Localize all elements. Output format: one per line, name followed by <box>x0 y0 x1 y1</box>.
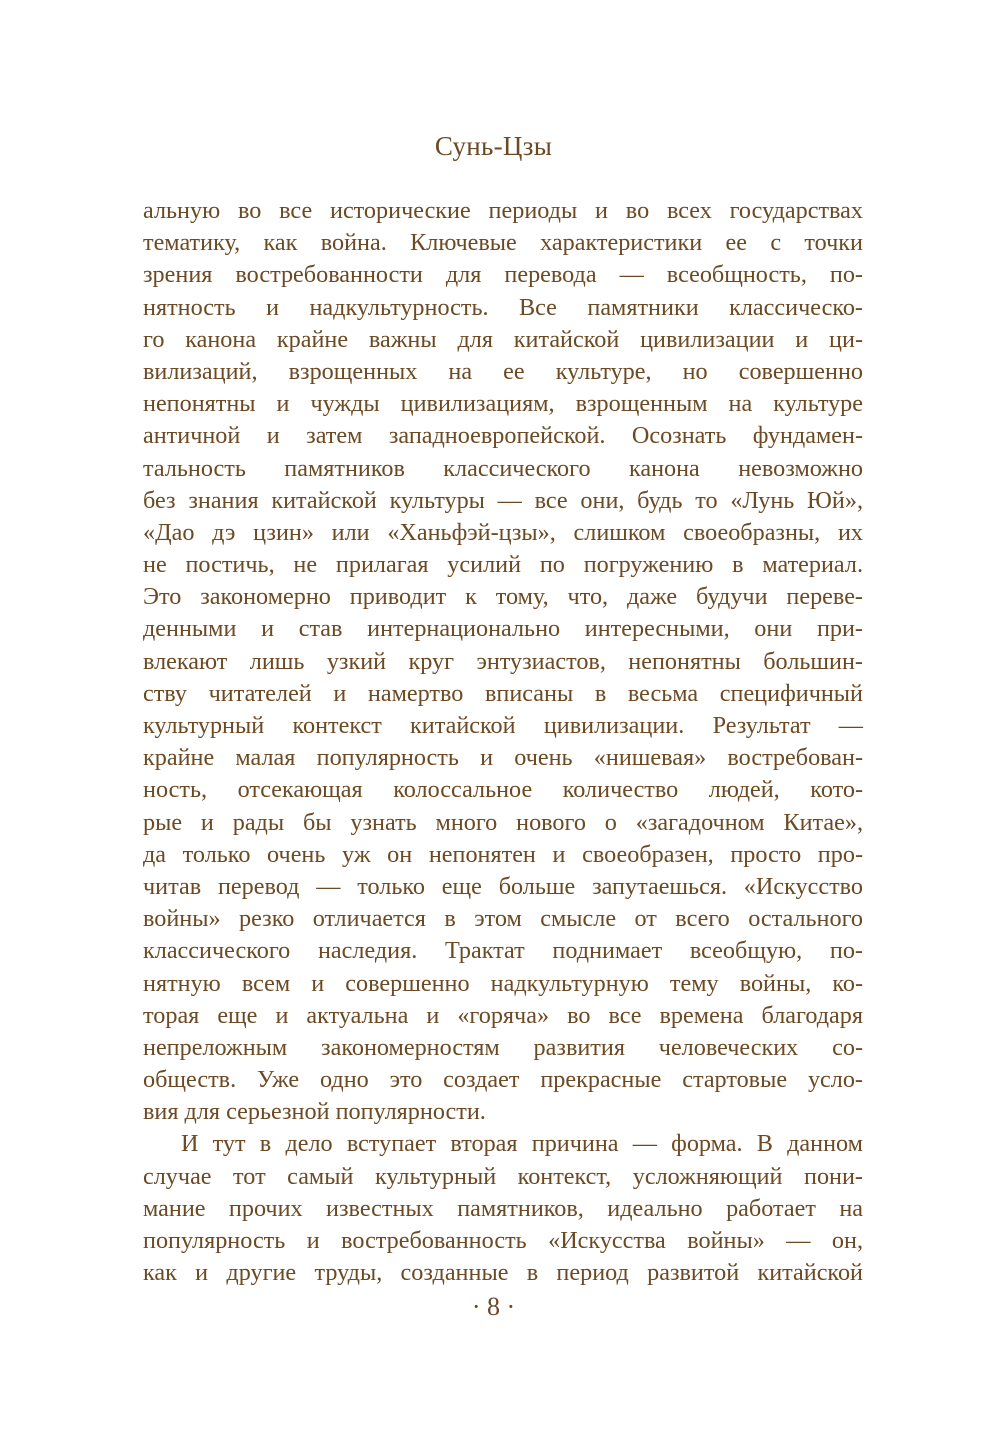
text-line: нятную всем и совершенно надкультурную тему войны, ко- <box>143 969 863 997</box>
text-line: без знания китайской культуры — все они, будь то «Лунь Юй», <box>143 486 863 514</box>
text-line: обществ. Уже одно это создает прекрасные стартовые усло- <box>143 1066 863 1094</box>
text-line: непреложным закономерностям развития человеческих со- <box>143 1033 863 1061</box>
text-line: вилизаций, взрощенных на ее культуре, но совершенно <box>143 357 863 385</box>
text-line: нятность и надкультурность. Все памятники классическо- <box>143 293 863 321</box>
text-line: И тут в дело вступает вторая причина — форма. В данном <box>181 1130 863 1158</box>
text-line: войны» резко отличается в этом смысле от всего остального <box>143 905 863 933</box>
text-line: зрения востребованности для перевода — всеобщность, по- <box>143 261 863 289</box>
text-line: ность, отсекающая колоссальное количество людей, кото- <box>143 776 863 804</box>
text-line: непонятны и чужды цивилизациям, взрощенным на культуре <box>143 390 863 418</box>
text-line: тальность памятников классического канона невозможно <box>143 454 863 482</box>
text-line: «Дао дэ цзин» или «Ханьфэй-цзы», слишком своеобразны, их <box>143 518 863 546</box>
text-line: античной и затем западноевропейской. Осознать фундамен- <box>143 422 863 450</box>
text-line: тематику, как война. Ключевые характеристики ее с точки <box>143 229 863 257</box>
body-text <box>143 195 863 1289</box>
text-line: Это закономерно приводит к тому, что, даже будучи переве- <box>143 583 863 611</box>
text-line: культурный контекст китайской цивилизации. Результат — <box>143 712 863 739</box>
text-line: торая еще и актуальна и «горяча» во все времена благодаря <box>143 1001 863 1029</box>
text-line: классического наследия. Трактат поднимает всеобщую, по- <box>143 937 863 965</box>
text-line: ству читателей и намертво вписаны в весьма специфичный <box>143 679 863 707</box>
running-head: Сунь-Цзы <box>434 131 553 161</box>
text-line: случае тот самый культурный контекст, усложняющий пони- <box>143 1162 863 1190</box>
page-number: · 8 · <box>471 1292 516 1321</box>
text-line: го канона крайне важны для китайской цивилизации и ци- <box>143 325 863 353</box>
text-line: крайне малая популярность и очень «нишевая» востребован- <box>143 744 863 772</box>
text-line: как и другие труды, созданные в период развитой китайской <box>143 1259 863 1287</box>
text-line: вия для серьезной популярности. <box>143 1098 486 1126</box>
text-line: не постичь, не прилагая усилий по погружению в материал. <box>143 551 863 579</box>
text-line: рые и рады бы узнать много нового о «загадочном Китае», <box>143 808 863 836</box>
text-line: денными и став интернационально интересными, они при- <box>143 615 863 643</box>
text-line: альную во все исторические периоды и во всех государствах <box>143 197 863 224</box>
text-line: читав перевод — только еще больше запутаешься. «Искусство <box>143 872 863 900</box>
text-line: да только очень уж он непонятен и своеобразен, просто про- <box>143 840 863 868</box>
text-line: популярность и востребованность «Искусства войны» — он, <box>143 1227 863 1254</box>
text-line: мание прочих известных памятников, идеально работает на <box>143 1194 863 1222</box>
text-line: влекают лишь узкий круг энтузиастов, непонятны большин- <box>143 647 863 675</box>
